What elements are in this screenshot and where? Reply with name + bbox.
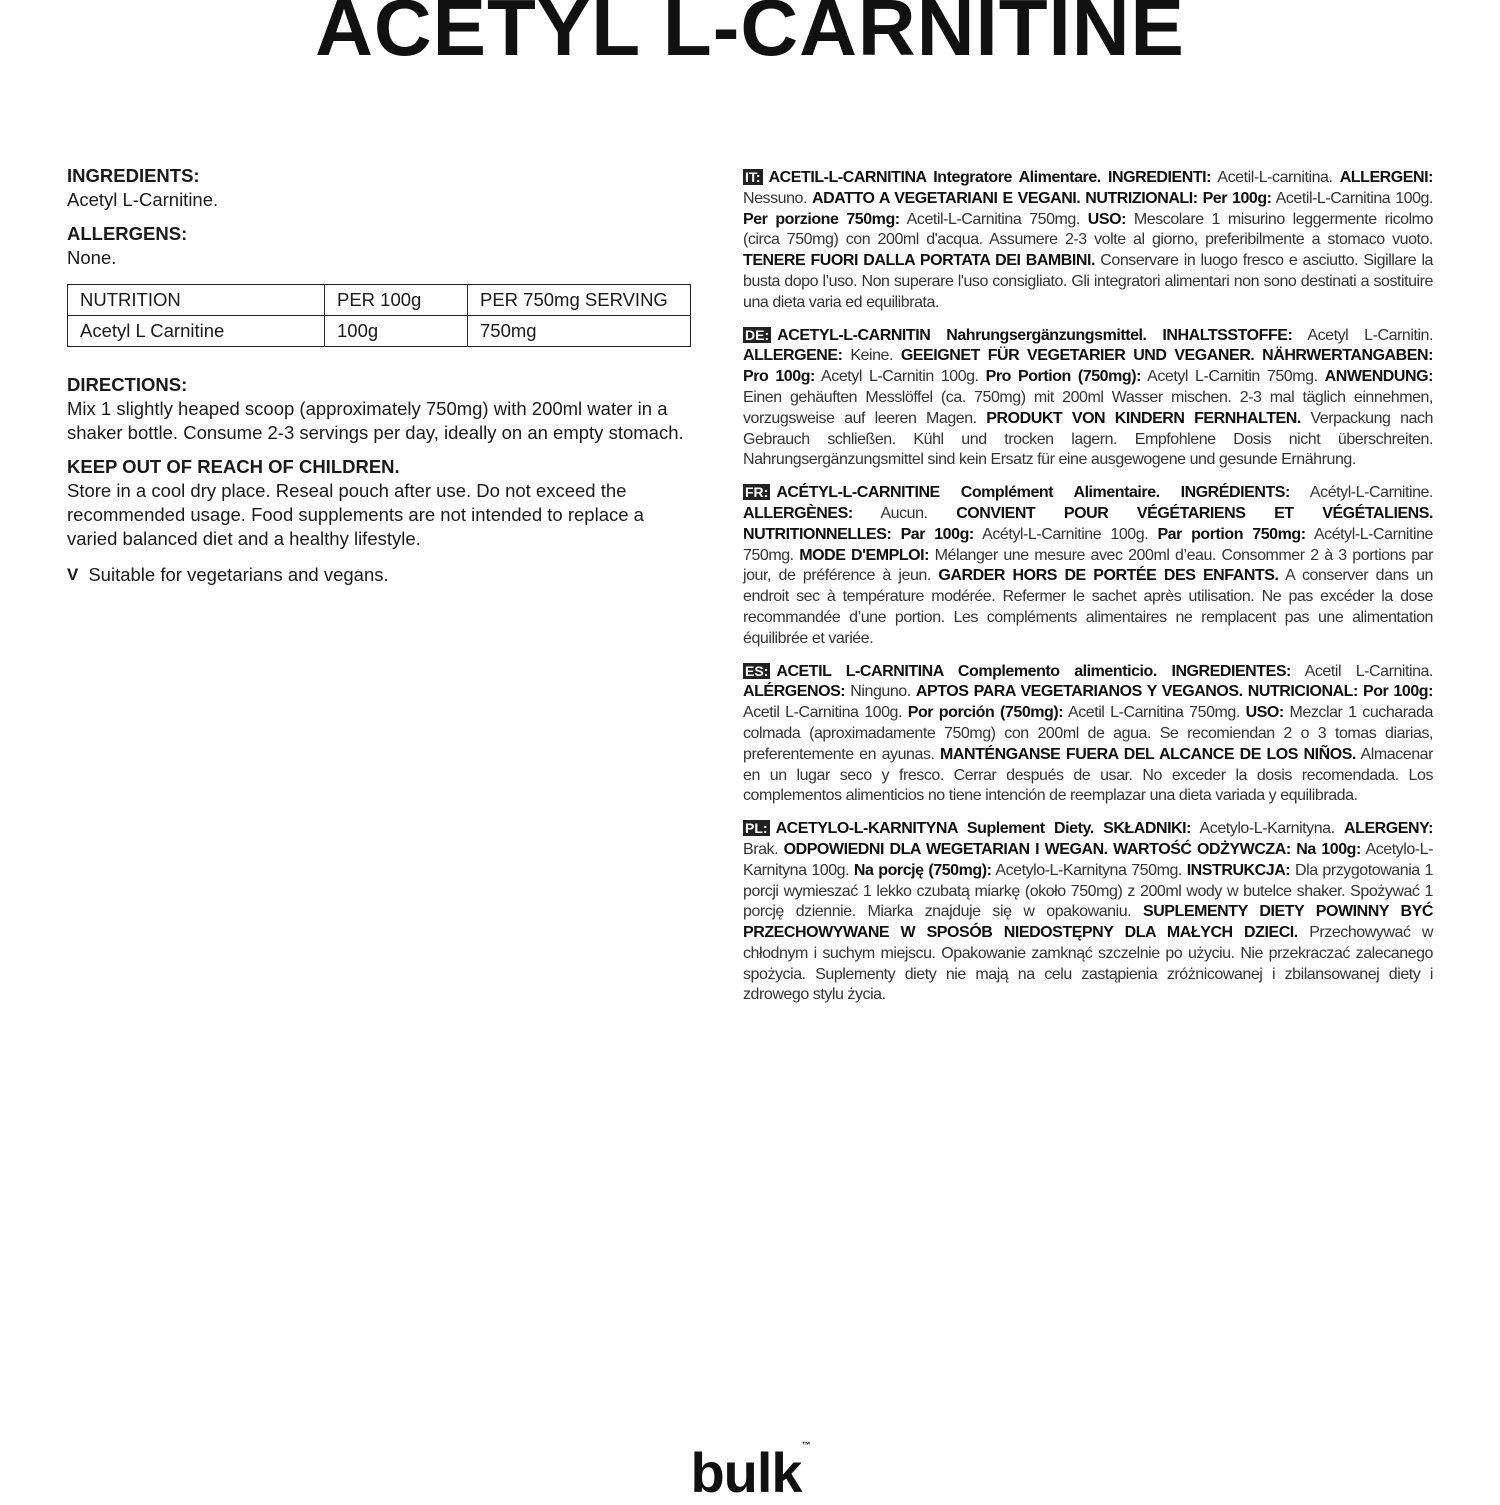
body-text: Dla przygotowania 1 porcji wymieszać 1 lekko czubatą miarkę (około 750mg) z 200ml wody w butelce shaker. Spożywać 1 porcję dziennie. Miarka znajduje się w opakowaniu.	[743, 861, 1433, 921]
bold-text: ACETYL-L-CARNITIN Nahrungsergänzungsmittel. INHALTSSTOFFE:	[777, 326, 1293, 344]
body-text: Acetil-L-Carnitina 750mg.	[899, 210, 1088, 228]
bold-text: ACETIL-L-CARNITINA Integratore Alimentare. INGREDIENTI:	[768, 169, 1212, 186]
body-text: Mélanger une mesure avec 200ml d’eau. Consommer 2 à 3 portions par jour, de préférence à jeun.	[743, 546, 1433, 585]
cell-nutrient: Acetyl L Carnitine	[68, 316, 325, 347]
body-text: Mescolare 1 misurino leggermente ricolmo (circa 750mg) con 200ml d'acqua. Assumere 2-3 volte al giorno, preferibilmente a stomaco vuoto.	[743, 210, 1433, 249]
ingredients-heading: INGREDIENTS:	[67, 165, 200, 186]
trademark: ™	[801, 1440, 810, 1450]
body-text: Keine.	[842, 347, 901, 365]
bold-text: ACETIL L-CARNITINA Complemento alimenticio. INGREDIENTES:	[776, 662, 1291, 680]
cell-per-serving: 750mg	[468, 316, 691, 347]
directions-heading: DIRECTIONS:	[67, 374, 188, 395]
body-text: Acetil-L-Carnitina 100g.	[1271, 189, 1433, 207]
body-text: Przechowywać w chłodnym i suchym miejscu. Opakowanie zamknąć szczelnie po użyciu. Nie przekraczać zalecanego spożycia. Suplementy diety nie mają na celu zastąpienia zróżnicowanej i zbilansowanej diety i zdrowego stylu życia.	[743, 924, 1433, 1004]
bold-text: Por porción (750mg):	[907, 704, 1064, 722]
header-per-100g: PER 100g	[325, 285, 468, 316]
bold-text: USO:	[1087, 210, 1126, 228]
bold-text: MANTÉNGANSE FUERA DEL ALCANCE DE LOS NIÑOS.	[940, 745, 1356, 763]
table-row	[68, 316, 691, 347]
allergens-text: None.	[67, 247, 117, 268]
bold-text: Na porcję (750mg):	[853, 861, 992, 879]
translation-block-pl	[743, 819, 1433, 1006]
bold-text: GARDER HORS DE PORTÉE DES ENFANTS.	[938, 567, 1279, 585]
bold-text: ACETYLO-L-KARNITYNA Suplement Diety. SKŁADNIKI:	[775, 820, 1192, 838]
directions-text: Mix 1 slightly heaped scoop (approximately 750mg) with 200ml water in a shaker bottle. Consume 2-3 servings per day, ideally on an empty stomach.	[67, 398, 684, 443]
body-text: Acetil L-Carnitina 100g.	[743, 704, 908, 722]
language-badge: IT:	[745, 169, 761, 185]
body-text: Acetylo-L-Karnityna.	[1191, 820, 1345, 838]
body-text: Acetyl L-Carnitin.	[1292, 326, 1433, 344]
ingredients-text: Acetyl L-Carnitine.	[67, 189, 219, 210]
bold-text: ACÉTYL-L-CARNITINE Complément Alimentaire. INGRÉDIENTS:	[776, 484, 1290, 502]
bold-text: ADATTO A VEGETARIANI E VEGANI. NUTRIZIONALI: Per 100g:	[811, 189, 1272, 207]
table-header-row	[68, 285, 691, 316]
language-badge: DE:	[745, 326, 770, 343]
bold-text: ALÉRGENOS:	[743, 683, 846, 701]
storage-text: Store in a cool dry place. Reseal pouch after use. Do not exceed the recommended usage. Food supplements are not intended to replace a varied balanced diet and a healthy lifestyle.	[67, 480, 644, 549]
body-text: Acetyl L-Carnitin 100g.	[814, 368, 986, 386]
body-text: Acetil L-Carnitina.	[1290, 662, 1433, 680]
body-text: A conserver dans un endroit sec à température modérée. Refermer le sachet après utilisation. Ne pas excéder la dose recommandée d’une portion. Les compléments alimentaires ne remplacent pas une alimentation équilibrée et variée.	[743, 567, 1433, 647]
bold-text: ODPOWIEDNI DLA WEGETARIAN I WEGAN. WARTOŚĆ ODŻYWCZA: Na 100g:	[783, 840, 1361, 858]
product-title: ACETYL L-CARNITINE	[315, 0, 1185, 72]
language-badge: FR:	[745, 484, 769, 501]
body-text: Ninguno.	[845, 683, 916, 701]
translation-block-es	[743, 662, 1433, 808]
bold-text: GEEIGNET FÜR VEGETARIER UND VEGANER. NÄHRWERTANGABEN: Pro 100g:	[743, 347, 1433, 386]
brand-logo	[0, 1440, 1500, 1505]
header-per-serving: PER 750mg SERVING	[468, 285, 691, 316]
warning-heading: KEEP OUT OF REACH OF CHILDREN.	[67, 456, 400, 477]
body-text: Verpackung nach Gebrauch schließen. Kühl und trocken lagern. Empfohlene Dosis nicht überschreiten. Nahrungsergänzungsmittel sind kein Ersatz für eine ausgewogene und gesunde Ernährung.	[743, 409, 1433, 469]
vegan-text: Suitable for vegetarians and vegans.	[88, 564, 389, 585]
bold-text: USO:	[1245, 704, 1284, 722]
language-badge: ES:	[745, 662, 769, 679]
logo-text: bulk	[690, 1441, 802, 1504]
bold-text: APTOS PARA VEGETARIANOS Y VEGANOS. NUTRICIONAL: Por 100g:	[915, 683, 1433, 701]
bold-text: ANWENDUNG:	[1324, 368, 1433, 386]
cell-per-100g: 100g	[325, 316, 468, 347]
body-text: Mezclar 1 cucharada colmada (aproximadamente 750mg) con 200ml de agua. Se recomiendan 2 o 3 tomas diarias, preferentemente en ayunas.	[743, 704, 1433, 763]
translation-block-de	[743, 326, 1433, 472]
body-text: Acetylo-L-Karnityna 100g.	[743, 840, 1433, 879]
body-text: Acétyl-L-Carnitine.	[1289, 484, 1433, 502]
bold-text: ALLERGENE:	[743, 347, 843, 365]
bold-text: Per porzione 750mg:	[743, 210, 900, 228]
bold-text: TENERE FUORI DALLA PORTATA DEI BAMBINI.	[743, 252, 1096, 270]
bold-text: PRODUKT VON KINDERN FERNHALTEN.	[986, 409, 1301, 427]
bold-text: Par portion 750mg:	[1157, 525, 1306, 543]
bold-text: ALLERGENI:	[1339, 169, 1433, 186]
nutrition-table	[67, 284, 691, 347]
body-text: Einen gehäuften Messlöffel (ca. 750mg) mit 200ml Wasser mischen. 2-3 mal täglich einnehmen, vorzugsweise auf leeren Magen.	[743, 388, 1433, 427]
vegan-note	[67, 563, 687, 587]
translation-block-fr	[743, 483, 1433, 649]
body-text: Acétyl-L-Carnitine 100g.	[973, 525, 1158, 543]
body-text: Acetylo-L-Karnityna 750mg.	[991, 861, 1187, 879]
vegan-icon: V	[67, 565, 79, 584]
bold-text: CONVIENT POUR VÉGÉTARIENS ET VÉGÉTALIENS. NUTRITIONNELLES: Par 100g:	[743, 504, 1433, 543]
allergens-heading: ALLERGENS:	[67, 223, 188, 244]
bold-text: ALLERGÈNES:	[743, 504, 853, 522]
body-text: Acetil-L-carnitina.	[1211, 169, 1340, 186]
body-text: Acetyl L-Carnitin 750mg.	[1140, 368, 1325, 386]
bold-text: SUPLEMENTY DIETY POWINNY BYĆ PRZECHOWYWANE W SPOSÓB NIEDOSTĘPNY DLA MAŁYCH DZIECI.	[743, 903, 1433, 942]
translations-section	[743, 168, 1433, 1018]
bold-text: Pro Portion (750mg):	[985, 368, 1141, 386]
translation-block-it	[743, 168, 1433, 314]
body-text: Acetil L-Carnitina 750mg.	[1063, 704, 1246, 722]
bold-text: MODE D'EMPLOI:	[799, 546, 930, 564]
body-text: Almacenar en un lugar seco y fresco. Cerrar después de usar. No exceder la dosis recomendada. Los complementos alimenticios no tiene intención de reemplazar una dieta variada y equilibrada.	[743, 745, 1433, 805]
english-label-section	[67, 164, 687, 587]
body-text: Nessuno.	[743, 189, 812, 207]
header-nutrition: NUTRITION	[68, 285, 325, 316]
bold-text: INSTRUKCJA:	[1186, 861, 1291, 879]
bold-text: ALERGENY:	[1344, 820, 1434, 838]
body-text: Conservare in luogo fresco e asciutto. Sigillare la busta dopo l’uso. Non superare l'uso consigliato. Gli integratori alimentari non sono destinati a sostituire una dieta varia ed equilibrata.	[743, 252, 1434, 311]
body-text: Aucun.	[852, 504, 957, 522]
language-badge: PL:	[745, 820, 768, 837]
body-text: Brak.	[743, 840, 784, 858]
body-text: Acétyl-L-Carnitine 750mg.	[743, 525, 1434, 564]
